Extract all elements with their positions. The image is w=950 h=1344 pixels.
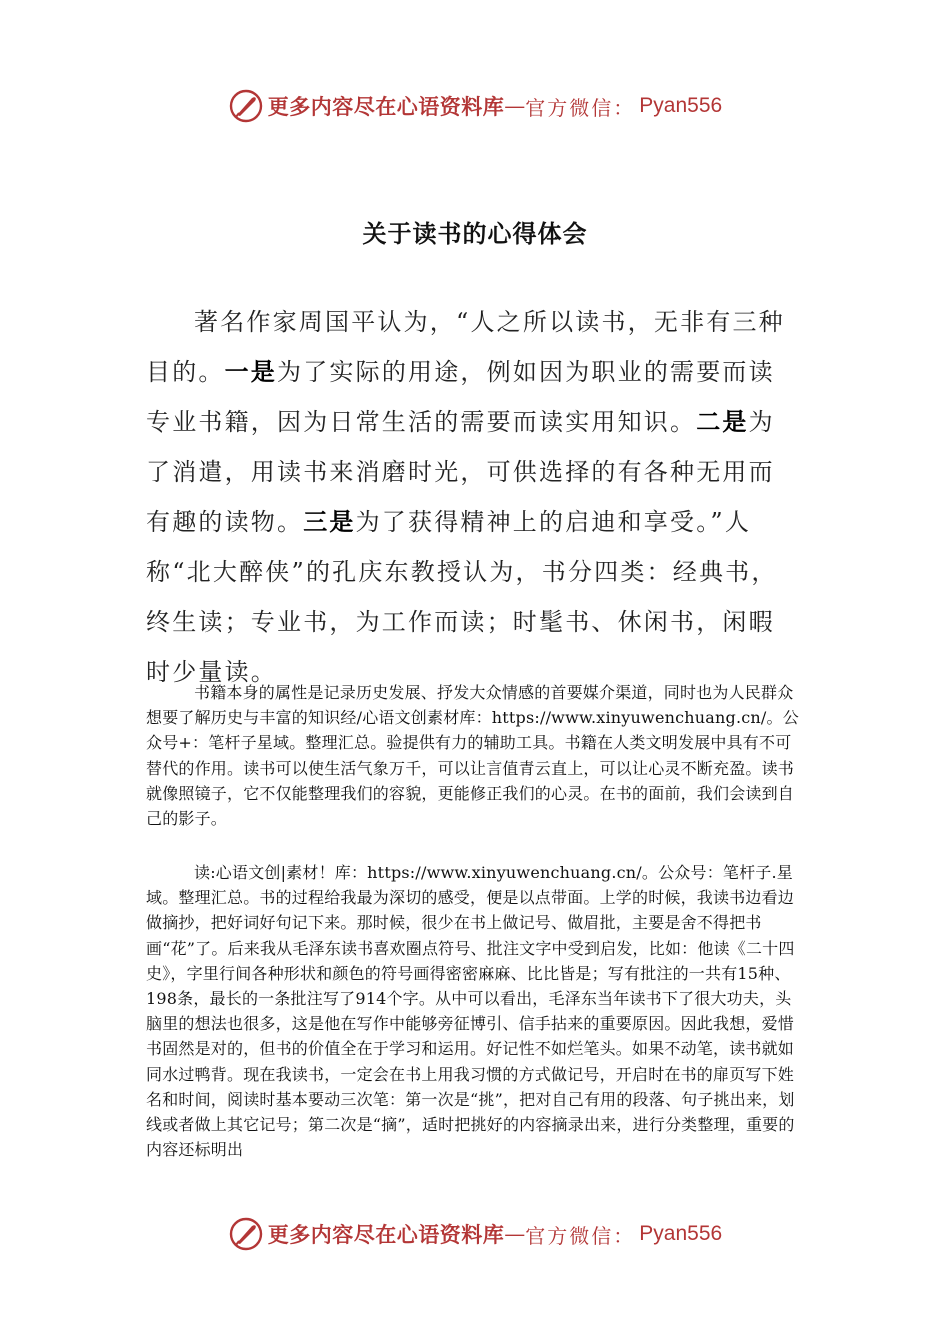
header-banner: [0, 84, 950, 128]
intro-text: 为了获得精神上的启迪和享受。”人称“北大醉侠”的孔庆东教授认为，书分四类：经典书，终生读；专业书，为工作而读；时髦书、休闲书，闲暇时少量读。: [146, 508, 778, 686]
intro-text: 著名作家周国平认为，“人之所以读书，无非有三种目的。: [146, 308, 785, 386]
document-title: 关于读书的心得体会: [362, 220, 588, 248]
emphasis-first: 一是: [224, 357, 278, 386]
banner-wechat-label: 官方微信：: [525, 1223, 636, 1248]
intro-text: 为了实际的用途，例如因为职业的需要而读专业书籍，因为日常生活的需要而读实用知识。: [146, 358, 775, 436]
banner-separator: —: [504, 1222, 526, 1246]
quill-pen-icon: [228, 88, 264, 124]
intro-paragraph: [146, 297, 796, 697]
banner-wechat-id: Pyan556: [639, 94, 723, 117]
emphasis-second: 二是: [696, 407, 749, 436]
quill-pen-icon: [228, 1216, 264, 1252]
intro-text: 为了消遣，用读书来消磨时光，可供选择的有各种无用而有趣的读物。: [146, 408, 775, 536]
emphasis-third: 三是: [303, 507, 356, 536]
body-paragraph-2: 书籍本身的属性是记录历史发展、抒发大众情感的首要媒介渠道，同时也为人民群众想要了解历史与丰富的知识经/心语文创素材库：https://www.xinyuwenchuang.cn/。公众号+：笔杆子星域。整理汇总。验提供有力的辅助工具。书籍在人类文明发展中具有不可替代的作用。读书可以使生活气象万千，可以让言值青云直上，可以让心灵不断充盈。读书就像照镜子，它不仅能整理我们的容貌，更能修正我们的心灵。在书的面前，我们会读到自己的影子。: [146, 683, 799, 829]
banner-wechat-id: Pyan556: [639, 1222, 723, 1245]
body-paragraph-3: 读:心语文创|素材！库：https://www.xinyuwenchuang.cn/。公众号：笔杆子.星域。整理汇总。书的过程给我最为深切的感受，便是以点带面。上学的时候，我读书边看边做摘抄，把好词好句记下来。那时候，很少在书上做记号、做眉批，主要是舍不得把书画“花”了。后来我从毛泽东读书喜欢圈点符号、批注文字中受到启发，比如：他读《二十四史》，字里行间各种形状和颜色的符号画得密密麻麻、比比皆是；写有批注的一共有15种、198条，最长的一条批注写了914个字。从中可以看出，毛泽东当年读书下了很大功夫，头脑里的想法也很多，这是他在写作中能够旁征博引、信手拈来的重要原因。因此我想，爱惜书固然是对的，但书的价值全在于学习和运用。好记性不如烂笔头。如果不动笔，读书就如同水过鸭背。现在我读书，一定会在书上用我习惯的方式做记号，开启时在书的扉页写下姓名和时间，阅读时基本要动三次笔：第一次是“挑”，把对自己有用的段落、句子挑出来，划线或者做上其它记号；第二次是“摘”，适时把挑好的内容摘录出来，进行分类整理，重要的内容还标明出: [146, 863, 795, 1160]
footer-banner: [0, 1212, 950, 1256]
banner-separator: —: [504, 94, 526, 118]
banner-title: 更多内容尽在心语资料库: [267, 94, 505, 119]
banner-title: 更多内容尽在心语资料库: [267, 1222, 505, 1247]
banner-wechat-label: 官方微信：: [525, 95, 636, 120]
